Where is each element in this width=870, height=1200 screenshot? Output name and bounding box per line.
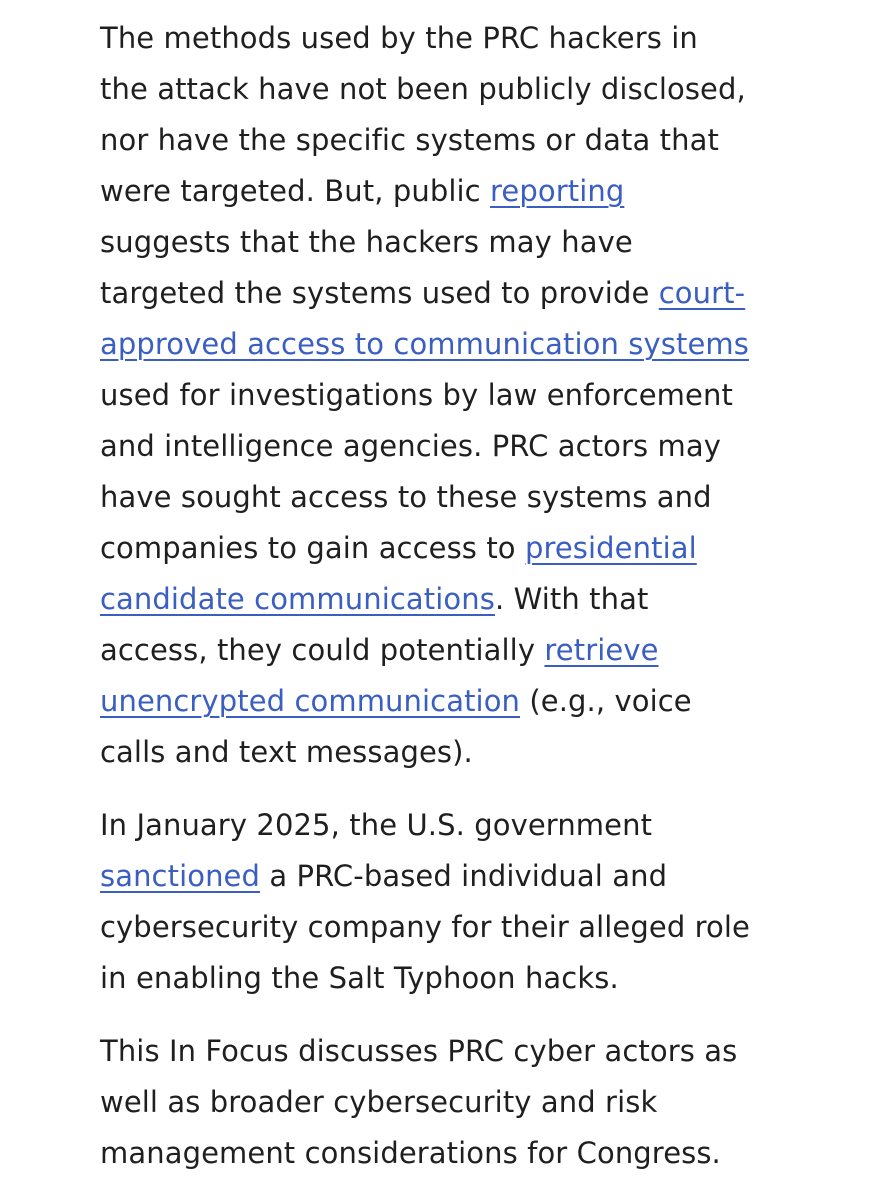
text-segment: in enabling the Salt Typhoon hacks. bbox=[100, 961, 619, 995]
text-line bbox=[100, 115, 860, 166]
text-segment: cybersecurity company for their alleged role bbox=[100, 910, 750, 944]
text-segment: access, they could potentially bbox=[100, 633, 545, 667]
text-segment: well as broader cybersecurity and risk bbox=[100, 1085, 658, 1119]
article-body bbox=[100, 13, 860, 1179]
text-line bbox=[100, 676, 860, 727]
text-line bbox=[100, 166, 860, 217]
text-line bbox=[100, 727, 860, 778]
text-line bbox=[100, 13, 860, 64]
text-segment: and intelligence agencies. PRC actors may bbox=[100, 429, 722, 463]
link-court-approved-access[interactable]: approved access to communication systems bbox=[100, 327, 749, 361]
text-segment: In January 2025, the U.S. government bbox=[100, 808, 653, 842]
text-segment: suggests that the hackers may have bbox=[100, 225, 633, 259]
text-segment: management considerations for Congress. bbox=[100, 1136, 721, 1170]
text-line bbox=[100, 64, 860, 115]
paragraph-1 bbox=[100, 13, 860, 778]
text-segment: used for investigations by law enforcement bbox=[100, 378, 733, 412]
text-segment: . With that bbox=[494, 582, 649, 616]
text-line bbox=[100, 851, 860, 902]
text-segment: nor have the specific systems or data that bbox=[100, 123, 719, 157]
text-segment: calls and text messages). bbox=[100, 735, 473, 769]
text-line bbox=[100, 1026, 860, 1077]
paragraph-2 bbox=[100, 800, 860, 1004]
link-court-approved-access[interactable]: court- bbox=[658, 276, 746, 310]
text-line bbox=[100, 472, 860, 523]
text-segment: targeted the systems used to provide bbox=[100, 276, 659, 310]
text-line bbox=[100, 370, 860, 421]
link-presidential-candidate-communications[interactable]: presidential bbox=[524, 531, 697, 565]
text-segment: This In Focus discusses PRC cyber actors as bbox=[100, 1034, 738, 1068]
text-line bbox=[100, 1128, 860, 1179]
link-reporting[interactable]: reporting bbox=[490, 174, 625, 208]
link-retrieve-unencrypted-communication[interactable]: unencrypted communication bbox=[100, 684, 521, 718]
link-presidential-candidate-communications[interactable]: candidate communications bbox=[100, 582, 495, 616]
text-line bbox=[100, 268, 860, 319]
text-line bbox=[100, 625, 860, 676]
text-line bbox=[100, 800, 860, 851]
text-line bbox=[100, 319, 860, 370]
text-line bbox=[100, 1077, 860, 1128]
paragraph-3 bbox=[100, 1026, 860, 1179]
text-line bbox=[100, 217, 860, 268]
text-line bbox=[100, 953, 860, 1004]
text-segment: companies to gain access to bbox=[100, 531, 525, 565]
text-line bbox=[100, 523, 860, 574]
text-segment: The methods used by the PRC hackers in bbox=[100, 21, 698, 55]
link-retrieve-unencrypted-communication[interactable]: retrieve bbox=[544, 633, 659, 667]
text-segment: have sought access to these systems and bbox=[100, 480, 712, 514]
text-segment: the attack have not been publicly disclosed, bbox=[100, 72, 746, 106]
text-segment: a PRC-based individual and bbox=[260, 859, 668, 893]
text-line bbox=[100, 902, 860, 953]
text-segment: (e.g., voice bbox=[520, 684, 692, 718]
text-segment: were targeted. But, public bbox=[100, 174, 491, 208]
link-sanctioned[interactable]: sanctioned bbox=[100, 859, 261, 893]
text-line bbox=[100, 574, 860, 625]
text-line bbox=[100, 421, 860, 472]
